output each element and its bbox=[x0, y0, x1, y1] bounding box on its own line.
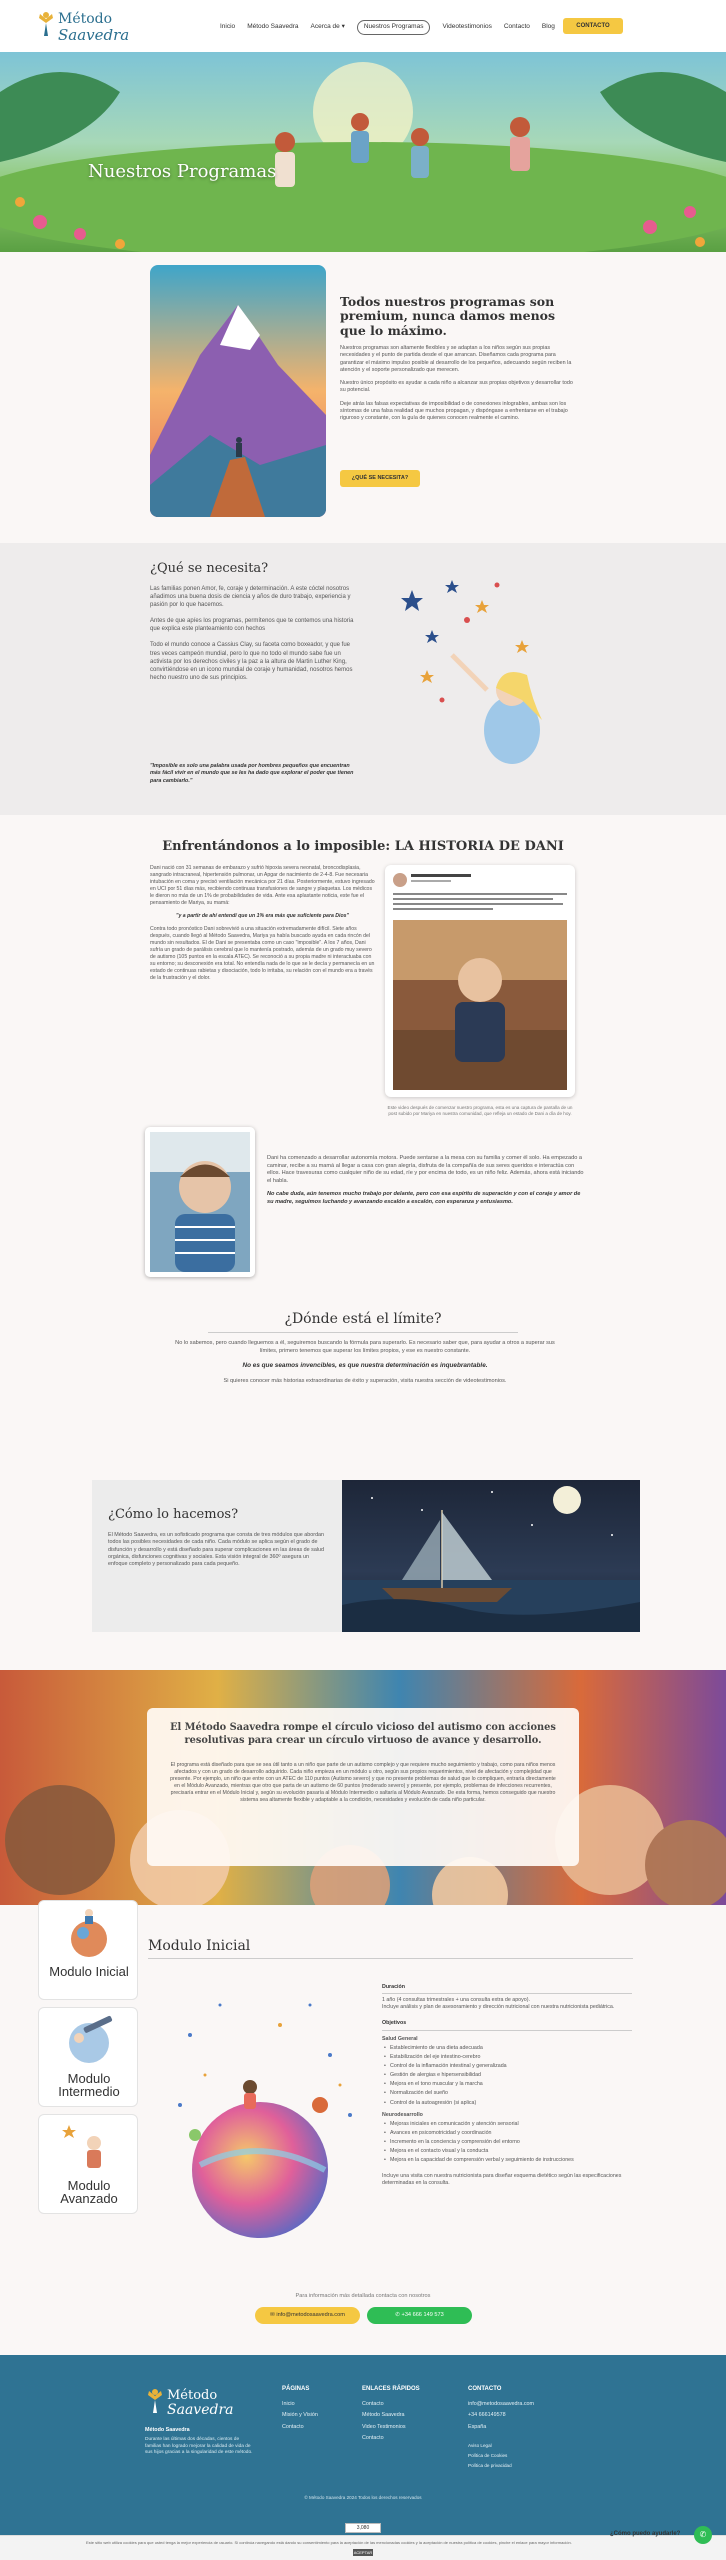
duration-text-2: Incluye análisis y plan de asesoramiento y dirección nutricional con nuestra nutricionista pediátrica. bbox=[382, 2004, 615, 2011]
limit-title: ¿Dónde está el límite? bbox=[284, 1311, 442, 1327]
cycle-title: El Método Saavedra rompe el círculo vicioso del autismo con acciones resolutivas para crear un círculo virtuoso de avance y desarrollo. bbox=[170, 1722, 556, 1746]
footer-link[interactable]: info@metodosaavedra.com bbox=[468, 2401, 535, 2408]
footer-link[interactable]: +34 666149578 bbox=[468, 2412, 506, 2419]
copyright: © Método Saavedra 2024 Todos los derechos reservados bbox=[304, 2495, 422, 2500]
footer-legal-link[interactable]: Aviso Legal bbox=[468, 2442, 492, 2448]
divider bbox=[148, 1958, 633, 1959]
footer-legal-link[interactable]: Política de Cookies bbox=[468, 2453, 508, 2459]
phone-button[interactable] bbox=[367, 2307, 472, 2324]
intro-paragraph-3: Deje atrás las falsas expectativas de imposibilidad o de conexiones inlogrables, ambas son los síntomas de una falsa realidad que muchos propagan, y dispóngase a enfrentarse en el trabajo riguroso y constante, con la guía de quienes conocen realmente el camino. bbox=[340, 400, 568, 422]
story-quote-2: No cabe duda, aún tenemos mucho trabajo por delante, pero con esa espíritu de superación y con el coraje y amor de su madre, seguimos luchando y avanzando escalón a escalón, con esperanza y entusiasmo. bbox=[267, 1191, 581, 1205]
story-text bbox=[150, 865, 375, 988]
intro-title: Todos nuestros programas son premium, nunca damos menos que lo máximo. bbox=[340, 294, 556, 338]
need-quote: "Imposible es solo una palabra usada por hombres pequeños que encuentran más fácil vivir en el mundo que se les ha dado que explorar el poder que tienen para cambiarlo." bbox=[150, 763, 354, 784]
mountain-painting bbox=[150, 265, 326, 517]
intro-paragraph-2: Nuestro único propósito es ayudar a cada niño a alcanzar sus propias objetivos y desarrollar todo su potencial. bbox=[340, 380, 573, 394]
footer-link[interactable]: Método Saavedra bbox=[362, 2412, 405, 2419]
footer-logo-line2: Saavedra bbox=[167, 2402, 234, 2418]
hero-banner bbox=[0, 52, 726, 252]
night-boat-painting bbox=[342, 1480, 640, 1632]
story-paragraph-3: Dani ha comenzado a desarrollar autonomía motora. Puede sentarse a la mesa con su familia y comer él solo. Ha empezado a caminar, recibe a su mamá al llegar a casa con gran alegría, disfruta de la compañía de sus seres queridos e interactúa con ellos. Hace travesuras como cualquier niño de su edad, ríe y por encima de todo, es un niño feliz. Además, ahora está iniciando el habla. bbox=[267, 1155, 584, 1184]
footer-brand-text: Durante las últimas dos décadas, cientos de familias han logrado mejorar la calidad de vida de sus hijos gracias a la singularidad de este método. bbox=[145, 2437, 253, 2456]
health-heading: Salud General bbox=[382, 2035, 418, 2042]
footer-link: España bbox=[468, 2423, 487, 2430]
divider bbox=[208, 1332, 518, 1333]
module-details bbox=[382, 1975, 632, 2187]
list-item: • Control de la inflamación intestinal y generalizada bbox=[382, 2063, 632, 2070]
story-text-2 bbox=[267, 1155, 585, 1212]
footer-link[interactable]: Contacto bbox=[282, 2423, 304, 2430]
telescope-kid-icon bbox=[39, 2008, 138, 2068]
list-item: • Incremento en la conciencia y comprensión del entorno bbox=[382, 2139, 632, 2146]
how-text-panel bbox=[92, 1480, 342, 1632]
hero-illustration bbox=[0, 52, 726, 252]
post-caption: Este video después de comenzar nuestro programa, esta es una captura de pantalla de un post subido por Mariya en nuestra comunidad, que refleja un estado de Dani a día de hoy. bbox=[387, 1105, 573, 1117]
email-button-label: info@metodosaavedra.com bbox=[276, 2312, 345, 2318]
list-item: • Mejora en la capacidad de comprensión verbal y seguimiento de instrucciones bbox=[382, 2157, 632, 2164]
intro-text bbox=[340, 345, 580, 429]
need-text bbox=[150, 585, 355, 690]
post-date-line bbox=[411, 880, 451, 882]
list-item: • Estabilización del eje intestino-cerebro bbox=[382, 2054, 632, 2061]
footer-brand bbox=[145, 2427, 255, 2457]
need-paragraph-1: Las familias ponen Amor, fe, coraje y determinación. A este cóctel nosotros añadimos una buena dosis de ciencia y años de duro trabajo, experiencia y pasión por lo que hacemos. bbox=[150, 586, 351, 609]
spacer bbox=[468, 2435, 578, 2443]
neuro-heading: Neurodesarrollo bbox=[382, 2111, 423, 2118]
whatsapp-icon[interactable]: ✆ bbox=[694, 2526, 712, 2544]
post-text-line bbox=[393, 908, 493, 910]
dani-photo-close bbox=[150, 1132, 250, 1272]
page-title: Nuestros Programas bbox=[88, 161, 277, 182]
list-item: • Mejora en el tono muscular y la marcha bbox=[382, 2081, 632, 2088]
logo-figure-icon bbox=[36, 10, 56, 40]
nav-acerca-de-label: Acerca de bbox=[310, 23, 340, 30]
limit-paragraph-1: No lo sabemos, pero cuando lleguemos a él, seguiremos buscando la fórmula para superarlo. Es necesario saber que, para ayudar a otros a superar sus límites, primero tenemos que superar los límites propios, y ese es nuestro constante. bbox=[175, 1340, 555, 1354]
cycle-text: El programa está diseñado para que se sea útil tanto a un niño que parte de un autismo complejo y que requiere mucho seguimiento y trabajo, como para niños menos afectados y con un grado de desarrollo adquirido. Cada niño empieza en un módulo u otro, según sus propios requerimientos, nivel de afectación y complejidad que presente. Por ejemplo, un niño que entre con un ATEC de 110 puntos (Autismo severo) y que no presente problemas de salud que lo compliquen, entraría directamente en el Módulo Avanzado, mientras que otro que parta de un autismo de 60 puntos (moderado severo) y presente, por ejemplo, problemas de infecciones recurrentes, precisaría entrar en el Módulo Inicial y, según su evolución pasaría al Módulo Intermedio o saltaría al Módulo Avanzado. De esta forma, hemos conseguido que nuestro sistema sea altamente flexible y adaptable a la condición, necesidades y evolución de cada niño particular. bbox=[170, 1762, 556, 1804]
site-footer bbox=[0, 2355, 726, 2535]
module-card-intermedio[interactable] bbox=[38, 2007, 138, 2107]
nav-metodo-saavedra[interactable]: Método Saavedra bbox=[247, 23, 299, 30]
help-prompt[interactable]: ¿Cómo puedo ayudarle? bbox=[610, 2531, 681, 2537]
logo-figure-icon bbox=[145, 2387, 165, 2417]
list-item: • Mejoras iniciales en comunicación y atención sensorial bbox=[382, 2121, 632, 2128]
goals-heading: Objetivos bbox=[382, 2020, 632, 2030]
health-list bbox=[382, 2045, 632, 2107]
footer-col-title: PÁGINAS bbox=[282, 2386, 310, 2392]
cookie-accept-button[interactable]: ACEPTAR bbox=[353, 2550, 373, 2555]
post-text-line bbox=[393, 903, 563, 905]
dani-photo-frame bbox=[145, 1127, 255, 1277]
cycle-card bbox=[147, 1708, 579, 1866]
nav-blog[interactable]: Blog bbox=[541, 23, 555, 30]
cookie-bar bbox=[0, 2535, 726, 2560]
footer-col-contact bbox=[468, 2385, 578, 2474]
logo-text-line1: Método bbox=[58, 11, 113, 27]
footer-col-pages bbox=[282, 2385, 362, 2435]
footer-col-title: CONTACTO bbox=[468, 2386, 502, 2392]
neuro-list bbox=[382, 2121, 632, 2165]
footer-link[interactable]: Contacto bbox=[362, 2401, 384, 2408]
post-text-line bbox=[393, 893, 567, 895]
footer-link[interactable]: Misión y Visión bbox=[282, 2412, 318, 2419]
story-title: Enfrentándonos a lo imposible: LA HISTORIA DE DANI bbox=[162, 839, 564, 854]
need-paragraph-3: Todo el mundo conoce a Cassius Clay, su faceta como boxeador, y que fue tres veces campeón mundial, pero lo que no todo el mundo sabe fue un activista por los derechos civiles y la paz a la altura de Martin Luther King, convirtiéndose en un icono mundial de coraje y humanidad, nosotros hemos hecho nuestro uno de sus principios. bbox=[150, 642, 353, 681]
footer-link[interactable]: Contacto bbox=[362, 2434, 384, 2441]
facebook-post-screenshot bbox=[385, 865, 575, 1097]
chevron-down-icon: ▾ bbox=[341, 23, 345, 30]
footer-logo[interactable] bbox=[145, 2385, 245, 2421]
site-header bbox=[0, 0, 726, 52]
limit-paragraph-2: No es que seamos invencibles, es que nuestra determinación es inquebrantable. bbox=[242, 1362, 488, 1370]
module-title: Modulo Inicial bbox=[148, 1938, 251, 1954]
phone-button-label: +34 666 149 573 bbox=[401, 2312, 444, 2318]
list-item: • Establecimiento de una dieta adecuada bbox=[382, 2045, 632, 2052]
mountain-illustration bbox=[150, 265, 326, 517]
logo-text-line2: Saavedra bbox=[58, 26, 130, 44]
girl-stars-illustration bbox=[392, 570, 562, 780]
nav-videotestimonios[interactable]: Videotestimonios bbox=[442, 23, 492, 30]
how-text: El Método Saavedra, es un sofisticado programa que consta de tres módulos que abordan todos las posibles necesidades de cada niño. Cada módulo se aplica según el grado de disfunción y desarrollo y está diseñado para superar complicaciones en las áreas de salud orgánica, disfunciones cognitivas y sociales. Esta visión integral de 360º asegura un enfoque completo y personalizado para cada pequeño. bbox=[108, 1532, 325, 1568]
list-item: • Normalización del sueño bbox=[382, 2090, 632, 2097]
planet-illustration bbox=[160, 1975, 370, 2245]
footer-brand-name: Método Saavedra bbox=[145, 2427, 190, 2433]
list-item: • Control de la autoagresión (si aplica) bbox=[382, 2100, 632, 2107]
site-logo[interactable] bbox=[36, 8, 156, 44]
email-button[interactable] bbox=[255, 2307, 360, 2324]
module-card-inicial[interactable] bbox=[38, 1900, 138, 2000]
planet-kid-icon bbox=[39, 1901, 138, 1961]
nav-contacto[interactable]: Contacto bbox=[503, 23, 530, 30]
main-nav bbox=[220, 20, 555, 35]
mail-icon: ✉ bbox=[270, 2312, 275, 2318]
nav-acerca-de[interactable] bbox=[311, 23, 345, 32]
how-section bbox=[92, 1480, 640, 1632]
list-item: • Mejora en el contacto visual y la conducta bbox=[382, 2148, 632, 2155]
dani-photo-smiling bbox=[393, 920, 567, 1090]
contact-prompt: Para información más detallada contacta con nosotros bbox=[295, 2293, 431, 2299]
module-card-label: Modulo Intermedio bbox=[58, 2071, 120, 2099]
footer-legal-link[interactable]: Política de privacidad bbox=[468, 2463, 512, 2469]
module-card-label: Modulo Inicial bbox=[49, 1964, 129, 1979]
post-author-line bbox=[411, 874, 471, 877]
how-title: ¿Cómo lo hacemos? bbox=[108, 1507, 239, 1522]
module-footnote: Incluye una visita con nuestra nutricionista para diseñar esquema dietético según las especificaciones determinadas en la consulta. bbox=[382, 2172, 622, 2186]
contact-button[interactable]: CONTACTO bbox=[563, 18, 623, 34]
duration-text: 1 año (4 consultas trimestrales + una consulta extra de apoyo). bbox=[382, 1997, 530, 2004]
story-quote-1: "y a partir de ahí entendí que un 1% era más que suficiente para Dios" bbox=[176, 913, 349, 920]
footer-link[interactable]: Inicio bbox=[282, 2401, 295, 2408]
cookie-text: Este sitio web utiliza cookies para que usted tenga la mejor experiencia de usuario. Si continúa navegando está dando su consentimiento para la aceptación de las mencionadas cookies y la aceptación de nuestra política de cookies, pinche el enlace para mayor información. bbox=[86, 2540, 572, 2545]
story-paragraph-2: Contra todo pronóstico Dani sobrevivió a una situación extremadamente difícil. Siete años después, cuando llegó al Método Saavedra, Mariya ya había buscado ayuda en cada rincón del mundo sin resultados. El de Dani se presentaba como un caso "imposible". A los 7 años, Dani sufría un grado de parálisis cerebral que lo mantenía postrado, además de un grado muy severo de autismo (105 puntos en la escala ATEC). Se reconoció a su propia madre ni interactuaba con su entorno; su desconexión era total. No entendía nada de lo que se le decía y permanecía en un estado de continuas rabietas y disociación, todo lo irritaba, su relación con el mundo era a través de la frustración y el dolor. bbox=[150, 926, 375, 982]
list-item: • Gestión de alergias e hipersensibilidad bbox=[382, 2072, 632, 2079]
post-text-line bbox=[393, 898, 553, 900]
footer-col-title: ENLACES RÁPIDOS bbox=[362, 2386, 420, 2392]
visitor-counter: 3,080 bbox=[345, 2523, 381, 2533]
footer-logo-line1: Método bbox=[167, 2388, 218, 2403]
kid-reaching-icon bbox=[39, 2115, 138, 2175]
duration-heading: Duración bbox=[382, 1984, 632, 1994]
list-item: • Avances en psicomotricidad y coordinación bbox=[382, 2130, 632, 2137]
module-card-avanzado[interactable] bbox=[38, 2114, 138, 2214]
phone-icon: ✆ bbox=[395, 2312, 400, 2318]
module-card-label: Modulo Avanzado bbox=[60, 2178, 118, 2206]
limit-text bbox=[170, 1340, 560, 1392]
footer-col-quicklinks bbox=[362, 2385, 452, 2446]
what-is-needed-section bbox=[0, 543, 726, 815]
limit-paragraph-3: Si quieres conocer más historias extraordinarias de éxito y superación, visita nuestra sección de videotestimonios. bbox=[223, 1377, 507, 1384]
nav-nuestros-programas[interactable]: Nuestros Programas bbox=[357, 20, 431, 35]
nav-inicio[interactable]: Inicio bbox=[220, 23, 236, 30]
intro-paragraph-1: Nuestros programas son altamente flexibles y se adaptan a los niños según sus propias necesidades y el punto de partida desde el que arrancan. Diseñamos cada programa para garantizar el máximo impulso posible al desarrollo de los pequeños, adecuando según reciben la atención y el soporte personalizado que merecen. bbox=[340, 345, 572, 373]
need-title: ¿Qué se necesita? bbox=[150, 561, 269, 576]
story-paragraph-1: Dani nació con 31 semanas de embarazo y sufrió hipoxia severa neonatal, broncodisplasia, sangrado intracraneal, hipertensión pulmonar, un Apgar de nacimiento de 2-4-8. Fue necesaria intubación en coma y precisó ventilación mecánica por 21 días. Posteriormente, estuvo ingresado en UCI por 51 días más, recibiendo continuas transfusiones de sangre y plaquetas. Los médicos le dieron no más de un 1% de probabilidades de vida. Ante esa aplastante noticia, este fue el pensamiento de Mariya, su mamá: bbox=[150, 865, 375, 907]
footer-link[interactable]: Video Testimonios bbox=[362, 2423, 406, 2430]
what-is-needed-button[interactable]: ¿QUÉ SE NECESITA? bbox=[340, 470, 420, 487]
boat-illustration bbox=[342, 1480, 640, 1632]
avatar bbox=[393, 873, 407, 887]
need-paragraph-2: Antes de que apíes los programas, permítenos que te contemos una historia que explica este planteamiento con hechos bbox=[150, 618, 354, 633]
